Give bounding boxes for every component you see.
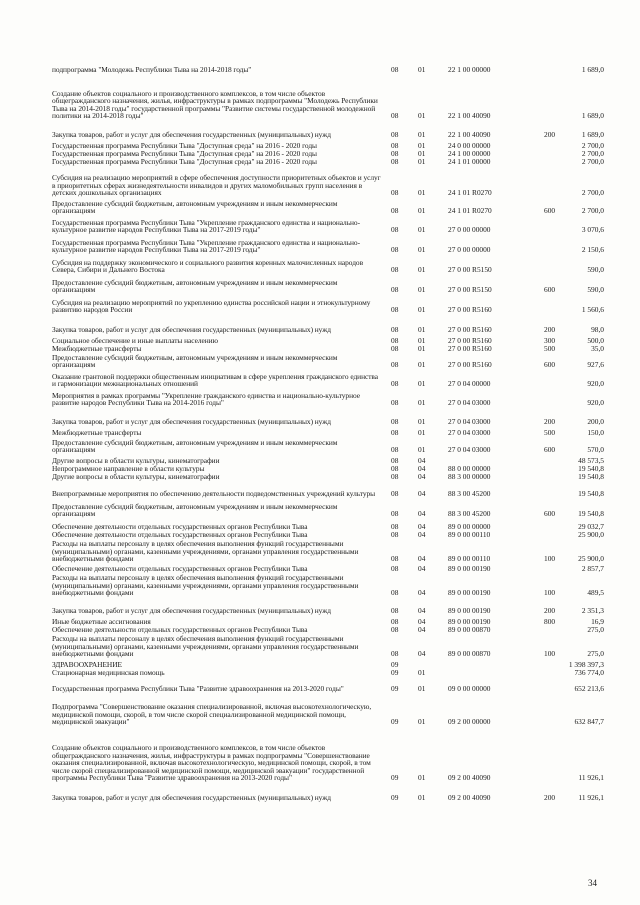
amount: 920,0 (587, 379, 604, 389)
row-name: Иные бюджетные ассигнования (52, 617, 151, 627)
expense-type-code: 500 (544, 344, 556, 354)
target-article-code: 09 0 00 00000 (448, 684, 491, 694)
subsection-code: 01 (418, 157, 426, 167)
section-code: 09 (391, 717, 399, 727)
table-row (52, 728, 604, 782)
target-article-code: 22 1 00 00000 (448, 65, 491, 75)
expense-type-code: 500 (544, 428, 556, 438)
row-name: Закупка товаров, работ и услуг для обеспечения государственных (муниципальных) нужд (52, 793, 331, 803)
row-name: Государственная программа Республики Тыва "Укрепление гражданского единства и национально-культурное развитие народов Республики Тыва на 2017-2019 годы" (52, 237, 360, 255)
expense-type-code: 600 (544, 206, 556, 216)
amount: 2 150,6 (581, 245, 604, 255)
subsection-code: 01 (418, 668, 426, 678)
subsection-code: 01 (418, 445, 426, 455)
section-code: 08 (391, 336, 399, 346)
row-name: Другие вопросы в области культуры, кинематографии (52, 472, 220, 482)
section-code: 08 (391, 522, 399, 532)
amount: 570,0 (587, 445, 604, 455)
row-name: Мероприятия в рамках программы "Укрепление гражданского единства и национально-культурное развитие народов Республики Тыва на 2014-2016 годы" (52, 390, 360, 408)
section-code: 08 (391, 606, 399, 616)
expense-type-code: 100 (544, 554, 556, 564)
section-code: 08 (391, 649, 399, 659)
section-code: 08 (391, 245, 399, 255)
subsection-code: 01 (418, 130, 426, 140)
table-row (52, 345, 604, 353)
section-code: 08 (391, 564, 399, 574)
row-name: Стационарная медицинская помощь (52, 668, 165, 678)
amount: 2 700,0 (581, 149, 604, 159)
row-name: Обеспечение деятельности отдельных государственных органов Республики Тыва (52, 564, 308, 574)
subsection-code: 01 (418, 379, 426, 389)
row-name: Субсидия на поддержку экономического и социального развития коренных малочисленных народов Севера, Сибири и Дальнего Востока (52, 257, 364, 275)
page-number: 34 (588, 878, 597, 888)
row-name: Непрограммное направление в области культуры (52, 464, 205, 474)
row-name: Государственная программа Республики Тыва "Доступная среда" на 2016 - 2020 годы (52, 141, 317, 151)
table-row (52, 298, 604, 314)
row-name: Закупка товаров, работ и услуг для обеспечения государственных (муниципальных) нужд (52, 606, 331, 616)
section-code: 08 (391, 472, 399, 482)
table-row (52, 218, 604, 234)
target-article-code: 27 0 00 R5160 (448, 325, 492, 335)
table-row (52, 565, 604, 573)
amount: 2 700,0 (581, 157, 604, 167)
target-article-code: 27 0 04 00000 (448, 379, 491, 389)
row-name: Государственная программа Республики Тыва "Укрепление гражданского единства и национально-культурное развитие народов Республики Тыва на 2017-2019 годы" (52, 217, 360, 235)
amount: 200,0 (587, 417, 604, 427)
subsection-code: 01 (418, 344, 426, 354)
section-code: 09 (391, 793, 399, 803)
row-name: подпрограмма "Молодежь Республики Тыва на 2014-2018 годы" (52, 65, 252, 75)
amount: 927,6 (587, 360, 604, 370)
amount: 632 847,7 (574, 717, 604, 727)
table-row (52, 473, 604, 481)
expense-type-code: 200 (544, 417, 556, 427)
row-name: Обеспечение деятельности отдельных государственных органов Республики Тыва (52, 522, 308, 532)
expense-type-code: 100 (544, 588, 556, 598)
target-article-code: 89 0 00 00190 (448, 617, 491, 627)
target-article-code: 24 1 01 R0270 (448, 206, 492, 216)
subsection-code: 04 (418, 606, 426, 616)
subsection-code: 01 (418, 225, 426, 235)
expense-type-code: 600 (544, 360, 556, 370)
amount: 1 689,0 (581, 111, 604, 121)
expense-type-code: 600 (544, 445, 556, 455)
subsection-code: 01 (418, 111, 426, 121)
amount: 1 398 397,3 (568, 660, 604, 670)
section-code: 08 (391, 265, 399, 275)
row-name: Обеспечение деятельности отдельных государственных органов Республики Тыва (52, 625, 308, 635)
section-code: 08 (391, 530, 399, 540)
target-article-code: 89 0 00 00870 (448, 625, 491, 635)
section-code: 08 (391, 325, 399, 335)
row-name: Оказание грантовой поддержки общественным инициативам в сфере укрепления гражданского единства и гармонизации межнациональных отношений (52, 371, 378, 389)
amount: 1 560,6 (581, 305, 604, 315)
section-code: 08 (391, 149, 399, 159)
amount: 19 540,8 (578, 509, 604, 519)
section-code: 08 (391, 344, 399, 354)
amount: 16,9 (591, 617, 604, 627)
target-article-code: 24 1 01 R0270 (448, 188, 492, 198)
section-code: 09 (391, 668, 399, 678)
amount: 2 700,0 (581, 206, 604, 216)
expense-type-code: 600 (544, 509, 556, 519)
row-name: Обеспечение деятельности отдельных государственных органов Республики Тыва (52, 530, 308, 540)
row-name: Предоставление субсидий бюджетным, автономным учреждениям и иным некоммерческим организациям (52, 277, 338, 295)
amount: 11 926,1 (578, 793, 604, 803)
expense-type-code: 800 (544, 617, 556, 627)
amount: 150,0 (587, 428, 604, 438)
amount: 275,0 (587, 649, 604, 659)
amount: 489,5 (587, 588, 604, 598)
target-article-code: 27 0 04 03000 (448, 445, 491, 455)
target-article-code: 89 0 00 00110 (448, 530, 491, 540)
expense-type-code: 100 (544, 649, 556, 659)
table-row (52, 66, 604, 74)
section-code: 08 (391, 225, 399, 235)
subsection-code: 04 (418, 509, 426, 519)
table-row (52, 599, 604, 615)
subsection-code: 01 (418, 245, 426, 255)
table-row (52, 410, 604, 426)
subsection-code: 01 (418, 141, 426, 151)
amount: 25 900,0 (578, 530, 604, 540)
subsection-code: 01 (418, 684, 426, 694)
row-name: Подпрограмма "Совершенствование оказания специализированной, включая высокотехнологическую, медицинской помощи, скорой, в том числе скорой специализированной медицинской помощи, медицинской эвакуации" (52, 702, 372, 727)
subsection-code: 04 (418, 530, 426, 540)
target-article-code: 27 0 00 R5150 (448, 265, 492, 275)
table-row (52, 669, 604, 677)
expense-type-code: 200 (544, 606, 556, 616)
target-article-code: 22 1 00 40090 (448, 130, 491, 140)
target-article-code: 27 0 00 R5160 (448, 305, 492, 315)
row-name: Субсидия на реализацию мероприятий в сфере обеспечения доступности приоритетных объектов и услуг в приоритетных сферах жизнедеятельности инвалидов и других маломобильных групп населения в детских дошкольных организациях (52, 173, 381, 198)
row-name: Предоставление субсидий бюджетным, автономным учреждениям и иным некоммерческим организациям (52, 501, 338, 519)
table-row (52, 278, 604, 294)
amount: 2 351,3 (581, 606, 604, 616)
amount: 590,0 (587, 265, 604, 275)
expense-type-code: 200 (544, 325, 556, 335)
subsection-code: 01 (418, 336, 426, 346)
section-code: 08 (391, 398, 399, 408)
target-article-code: 27 0 00 00000 (448, 225, 491, 235)
subsection-code: 04 (418, 564, 426, 574)
row-name: Субсидия на реализацию мероприятий по укреплению единства российской нации и этнокультурному развитию народов России (52, 297, 371, 315)
section-code: 09 (391, 660, 399, 670)
row-name: Закупка товаров, работ и услуг для обеспечения государственных (муниципальных) нужд (52, 130, 331, 140)
subsection-code: 04 (418, 617, 426, 627)
section-code: 08 (391, 417, 399, 427)
section-code: 08 (391, 130, 399, 140)
table-row (52, 353, 604, 369)
table-row (52, 635, 604, 658)
target-article-code: 88 3 00 45200 (448, 489, 491, 499)
subsection-code: 01 (418, 305, 426, 315)
section-code: 08 (391, 111, 399, 121)
subsection-code: 04 (418, 588, 426, 598)
amount: 19 540,8 (578, 464, 604, 474)
row-name: Расходы на выплаты персоналу в целях обеспечения выполнения функций государственными (муниципальными) органами, казенными учреждениями, органами управления государственными внебюджетными фондами (52, 539, 359, 564)
amount: 25 900,0 (578, 554, 604, 564)
amount: 3 070,6 (581, 225, 604, 235)
target-article-code: 89 0 00 00000 (448, 522, 491, 532)
section-code: 08 (391, 625, 399, 635)
table-row (52, 677, 604, 693)
row-name: Закупка товаров, работ и услуг для обеспечения государственных (муниципальных) нужд (52, 417, 331, 427)
table-row (52, 502, 604, 518)
subsection-code: 04 (418, 489, 426, 499)
amount: 2 857,7 (581, 564, 604, 574)
section-code: 08 (391, 456, 399, 466)
table-row (52, 238, 604, 254)
row-name: Расходы на выплаты персоналу в целях обеспечения выполнения функций государственными (муниципальными) органами, казенными учреждениями, органами управления государственными внебюджетными фондами (52, 634, 359, 659)
amount: 736 774,0 (574, 668, 604, 678)
target-article-code: 27 0 04 03000 (448, 417, 491, 427)
amount: 48 573,5 (578, 456, 604, 466)
target-article-code: 27 0 00 00000 (448, 245, 491, 255)
target-article-code: 09 2 00 00000 (448, 717, 491, 727)
section-code: 08 (391, 554, 399, 564)
section-code: 08 (391, 588, 399, 598)
row-name: Межбюджетные трансферты (52, 344, 142, 354)
amount: 920,0 (587, 398, 604, 408)
section-code: 08 (391, 445, 399, 455)
section-code: 08 (391, 157, 399, 167)
target-article-code: 27 0 00 R5160 (448, 336, 492, 346)
table-row (52, 372, 604, 388)
subsection-code: 01 (418, 417, 426, 427)
amount: 500,0 (587, 336, 604, 346)
amount: 590,0 (587, 285, 604, 295)
target-article-code: 27 0 04 03000 (448, 398, 491, 408)
subsection-code: 01 (418, 717, 426, 727)
amount: 2 700,0 (581, 188, 604, 198)
row-name: Другие вопросы в области культуры, кинематографии (52, 456, 220, 466)
amount: 2 700,0 (581, 141, 604, 151)
target-article-code: 89 0 00 00190 (448, 606, 491, 616)
target-article-code: 24 1 01 00000 (448, 157, 491, 167)
target-article-code: 88 3 00 45200 (448, 509, 491, 519)
section-code: 08 (391, 285, 399, 295)
table-row (52, 74, 604, 120)
subsection-code: 01 (418, 206, 426, 216)
expense-type-code: 600 (544, 285, 556, 295)
section-code: 08 (391, 509, 399, 519)
target-article-code: 22 1 00 40090 (448, 111, 491, 121)
target-article-code: 27 0 00 R5150 (448, 285, 492, 295)
row-name: Межбюджетные трансферты (52, 428, 142, 438)
target-article-code: 24 0 00 00000 (448, 141, 491, 151)
row-name: Государственная программа Республики Тыва "Развитие здравоохранения на 2013-2020 годы" (52, 684, 344, 694)
amount: 29 032,7 (578, 522, 604, 532)
table-row (52, 318, 604, 334)
section-code: 08 (391, 428, 399, 438)
section-code: 08 (391, 141, 399, 151)
target-article-code: 27 0 04 03000 (448, 428, 491, 438)
subsection-code: 04 (418, 554, 426, 564)
table-row (52, 166, 604, 197)
section-code: 08 (391, 188, 399, 198)
section-code: 08 (391, 360, 399, 370)
row-name: Государственная программа Республики Тыва "Доступная среда" на 2016 - 2020 годы (52, 157, 317, 167)
row-name: Закупка товаров, работ и услуг для обеспечения государственных (муниципальных) нужд (52, 325, 331, 335)
subsection-code: 01 (418, 285, 426, 295)
expense-type-code: 200 (544, 793, 556, 803)
amount: 275,0 (587, 625, 604, 635)
table-row (52, 626, 604, 634)
subsection-code: 01 (418, 188, 426, 198)
table-row (52, 158, 604, 166)
subsection-code: 04 (418, 625, 426, 635)
row-name: Внепрограммные мероприятия по обеспечению деятельности подведомственных учреждений культуры (52, 489, 376, 499)
amount: 1 689,0 (581, 65, 604, 75)
table-row (52, 429, 604, 437)
amount: 652 213,6 (574, 684, 604, 694)
row-name: Создание объектов социального и производственного комплексов, в том числе объектов общегражданского назначения, жилья, инфраструктуры в рамках подпрограммы "Молодежь Республики Тыва на 2014-2018 годы" государственной программы "Развитие системы государственной молодежной политики на 2014-2018 годы" (52, 88, 378, 121)
target-article-code: 88 0 00 00000 (448, 464, 491, 474)
subsection-code: 01 (418, 428, 426, 438)
subsection-code: 01 (418, 793, 426, 803)
subsection-code: 04 (418, 649, 426, 659)
subsection-code: 01 (418, 773, 426, 783)
section-code: 08 (391, 379, 399, 389)
expense-type-code: 300 (544, 336, 556, 346)
subsection-code: 01 (418, 149, 426, 159)
amount: 35,0 (591, 344, 604, 354)
section-code: 08 (391, 489, 399, 499)
row-name: Предоставление субсидий бюджетным, автономным учреждениям и иным некоммерческим организациям (52, 198, 338, 216)
target-article-code: 09 2 00 40090 (448, 793, 491, 803)
table-row (52, 199, 604, 215)
table-row (52, 531, 604, 539)
row-name: Государственная программа Республики Тыва "Доступная среда" на 2016 - 2020 годы (52, 149, 317, 159)
row-name: Создание объектов социального и производственного комплексов, в том числе объектов общегражданского назначения, жилья, инфраструктуры в рамках подпрограммы "Совершенствование оказания специализированной, включая высокотехнологическую, медицинской помощи, скорой, в том числе скорой специализированной медицинской помощи, медицинской эвакуации" государственной программы Республики Тыва "Развитие здравоохранения на 2013-2020 годы" (52, 743, 371, 783)
target-article-code: 24 1 00 00000 (448, 149, 491, 159)
amount: 19 540,8 (578, 489, 604, 499)
section-code: 08 (391, 206, 399, 216)
section-code: 08 (391, 617, 399, 627)
section-code: 08 (391, 305, 399, 315)
target-article-code: 89 0 00 00190 (448, 588, 491, 598)
target-article-code: 88 3 00 00000 (448, 472, 491, 482)
subsection-code: 01 (418, 265, 426, 275)
table-row (52, 124, 604, 139)
subsection-code: 01 (418, 325, 426, 335)
subsection-code: 04 (418, 472, 426, 482)
target-article-code: 27 0 00 R5160 (448, 344, 492, 354)
subsection-code: 01 (418, 398, 426, 408)
row-name: Социальное обеспечение и иные выплаты населению (52, 336, 218, 346)
table-row (52, 540, 604, 563)
table-row (52, 695, 604, 726)
row-name: ЗДРАВООХРАНЕНИЕ (52, 660, 122, 670)
section-code: 09 (391, 684, 399, 694)
target-article-code: 89 0 00 00870 (448, 649, 491, 659)
target-article-code: 09 2 00 40090 (448, 773, 491, 783)
row-name: Предоставление субсидий бюджетным, автономным учреждениям и иным некоммерческим организациям (52, 352, 338, 370)
table-row (52, 574, 604, 597)
subsection-code: 04 (418, 522, 426, 532)
row-name: Расходы на выплаты персоналу в целях обеспечения выполнения функций государственными (муниципальными) органами, казенными учреждениями, органами управления государственными внебюджетными фондами (52, 573, 359, 598)
subsection-code: 04 (418, 456, 426, 466)
amount: 98,0 (591, 325, 604, 335)
target-article-code: 89 0 00 00190 (448, 564, 491, 574)
table-row (52, 786, 604, 802)
subsection-code: 01 (418, 65, 426, 75)
amount: 19 540,8 (578, 472, 604, 482)
table-row (52, 258, 604, 274)
target-article-code: 89 0 00 00110 (448, 554, 491, 564)
subsection-code: 04 (418, 464, 426, 474)
table-row (52, 438, 604, 454)
section-code: 08 (391, 464, 399, 474)
section-code: 09 (391, 773, 399, 783)
row-name: Предоставление субсидий бюджетным, автономным учреждениям и иным некоммерческим организациям (52, 437, 338, 455)
expense-type-code: 200 (544, 130, 556, 140)
table-row (52, 482, 604, 498)
section-code: 08 (391, 65, 399, 75)
subsection-code: 01 (418, 360, 426, 370)
amount: 1 689,0 (581, 130, 604, 140)
target-article-code: 27 0 00 R5160 (448, 360, 492, 370)
table-row (52, 391, 604, 407)
amount: 11 926,1 (578, 773, 604, 783)
